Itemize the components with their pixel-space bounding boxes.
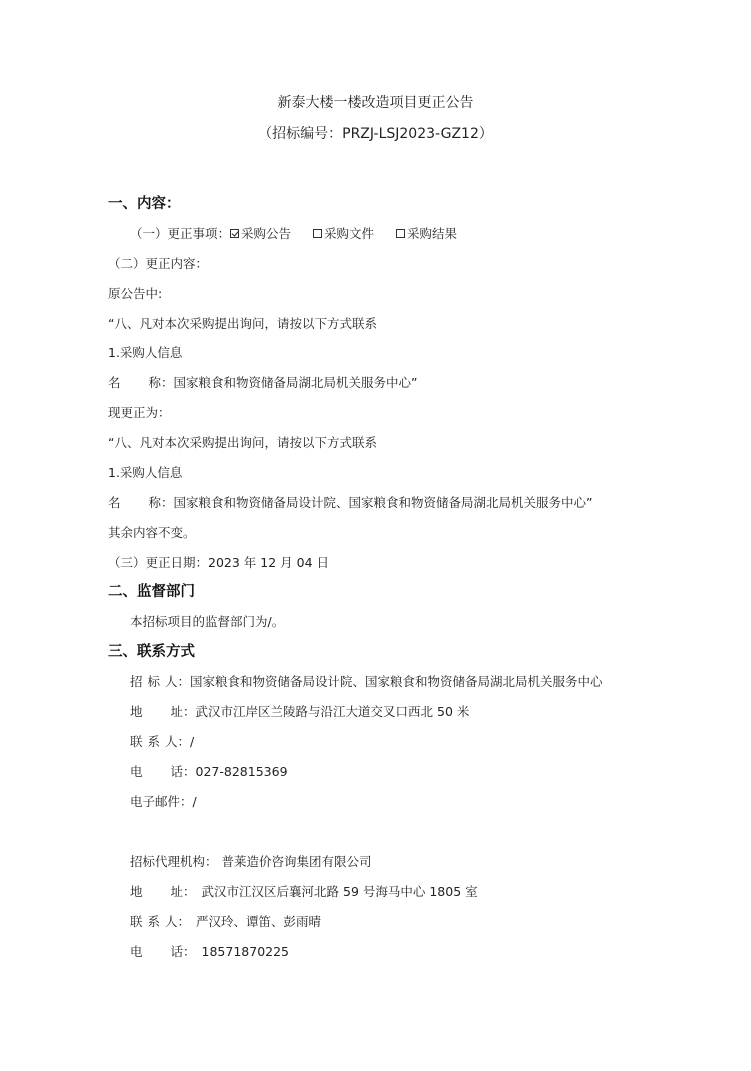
label-char: 址： — [170, 884, 196, 899]
purchaser-value: 国家粮食和物资储备局设计院、国家粮食和物资储备局湖北局机关服务中心 — [190, 674, 603, 689]
address-row — [130, 704, 469, 720]
email-label: 电子邮件： — [130, 794, 193, 809]
section-1-heading: 一、内容： — [108, 196, 181, 212]
option-purchase-results: 采购结果 — [407, 226, 458, 241]
contact-value: / — [190, 734, 195, 749]
agency-phone-row — [130, 944, 289, 960]
label-char: 招 — [130, 674, 143, 689]
phone-row — [130, 764, 288, 780]
label-char: 电 — [130, 944, 143, 959]
checkbox-empty-icon — [313, 229, 322, 238]
agency-contact-value: 严汉玲、谭笛、彭雨晴 — [196, 914, 322, 929]
agency-address-value: 武汉市江汉区后襄河北路 59 号海马中心 1805 室 — [201, 884, 478, 899]
agency-address-row — [130, 884, 478, 900]
agency-phone-value: 18571870225 — [201, 944, 290, 959]
corrected-name-value: 国家粮食和物资储备局设计院、国家粮食和物资储备局湖北局机关服务中心” — [173, 495, 593, 510]
correction-items-row — [130, 226, 457, 242]
option-purchase-notice: 采购公告 — [241, 226, 292, 241]
correction-content-label: （二）更正内容： — [108, 256, 209, 271]
original-line-2: 1.采购人信息 — [108, 345, 183, 360]
purchaser-row — [130, 674, 603, 690]
name-label-char-1: 名 — [108, 375, 121, 390]
label-char: 系 — [147, 914, 161, 929]
corrected-label: 现更正为： — [108, 405, 171, 420]
phone-value: 027-82815369 — [195, 764, 288, 779]
corrected-name-row — [108, 495, 593, 511]
agency-contact-row — [130, 914, 321, 930]
label-char: 地 — [130, 704, 143, 719]
corrected-line-1: “八、凡对本次采购提出询问，请按以下方式联系 — [108, 435, 377, 450]
original-line-1: “八、凡对本次采购提出询问，请按以下方式联系 — [108, 316, 377, 331]
email-value: / — [192, 794, 197, 809]
agency-value: 普莱造价咨询集团有限公司 — [221, 854, 372, 869]
label-char: 人： — [165, 734, 191, 749]
label-char: 地 — [130, 884, 143, 899]
label-char: 电 — [130, 764, 143, 779]
contact-row — [130, 734, 194, 750]
name-label-char-1: 名 — [108, 495, 121, 510]
label-char: 人： — [165, 674, 191, 689]
section-2-heading: 二、监督部门 — [108, 584, 195, 600]
supervision-text: 本招标项目的监督部门为/。 — [130, 614, 285, 629]
correction-date: （三）更正日期：2023 年 12 月 04 日 — [108, 555, 329, 570]
original-name-value: 国家粮食和物资储备局湖北局机关服务中心” — [173, 375, 418, 390]
checkbox-checked-icon — [230, 229, 239, 238]
agency-row — [130, 854, 372, 870]
original-notice-label: 原公告中: — [108, 286, 163, 301]
label-char: 联 — [130, 734, 143, 749]
correction-items-prefix: （一）更正事项： — [130, 226, 231, 241]
option-purchase-documents: 采购文件 — [324, 226, 375, 241]
email-row — [130, 794, 197, 810]
corrected-line-2: 1.采购人信息 — [108, 465, 183, 480]
label-char: 标 — [147, 674, 161, 689]
original-name-row — [108, 375, 418, 391]
rest-unchanged-text: 其余内容不变。 — [108, 525, 196, 540]
agency-label: 招标代理机构： — [130, 854, 218, 869]
label-char: 址： — [170, 704, 196, 719]
checkbox-empty-icon — [396, 229, 405, 238]
document-subtitle: （招标编号：PRZJ-LSJ2023-GZ12） — [258, 126, 493, 142]
name-label-char-2: 称： — [148, 495, 174, 510]
label-char: 话： — [170, 764, 196, 779]
name-label-char-2: 称： — [148, 375, 174, 390]
label-char: 联 — [130, 914, 143, 929]
label-char: 人： — [165, 914, 191, 929]
document-title: 新泰大楼一楼改造项目更正公告 — [277, 95, 474, 111]
address-value: 武汉市江岸区兰陵路与沿江大道交叉口西北 50 米 — [195, 704, 470, 719]
label-char: 话： — [170, 944, 196, 959]
section-3-heading: 三、联系方式 — [108, 644, 195, 660]
label-char: 系 — [147, 734, 161, 749]
